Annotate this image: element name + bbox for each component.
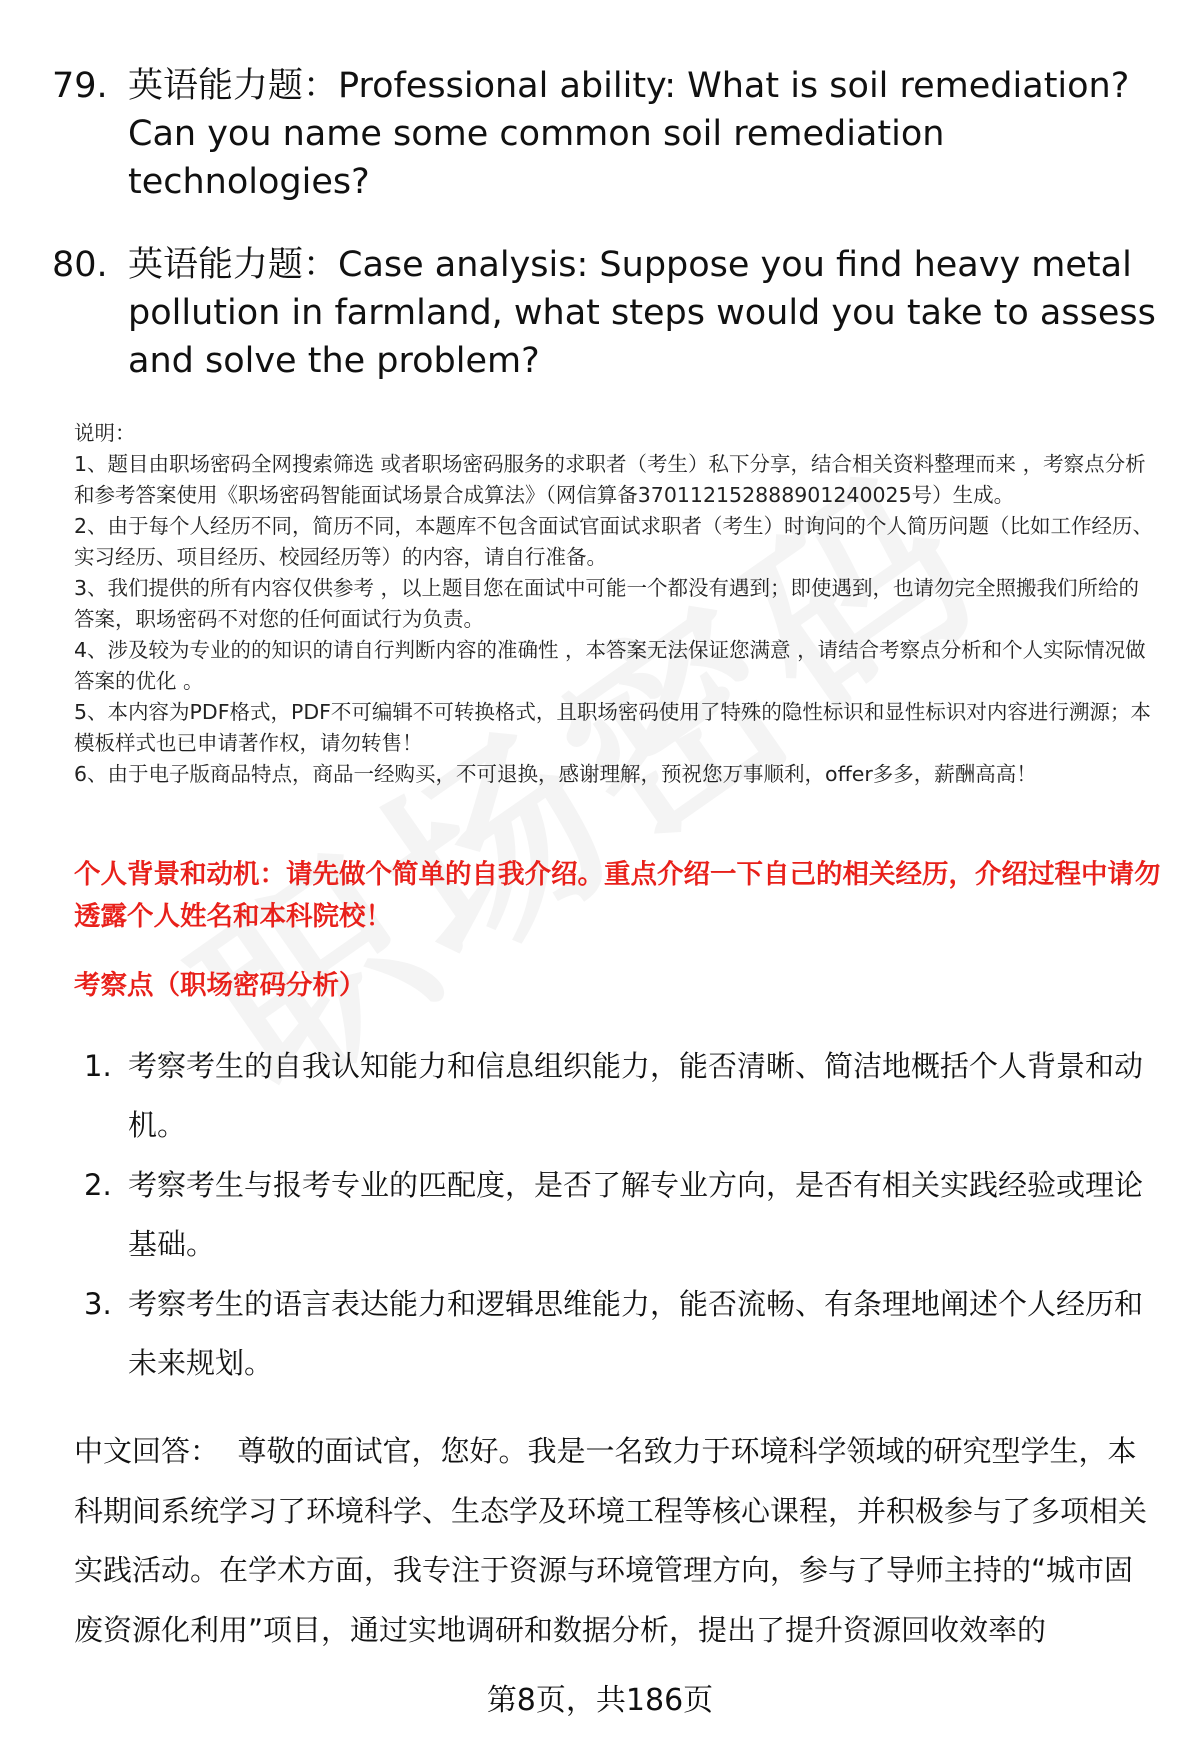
question-number: 80.	[52, 245, 108, 285]
question-text: Case analysis: Suppose you find heavy metal pollution in farmland, what steps would you take to assess and solve the problem?	[128, 245, 1156, 381]
point-number: 2.	[84, 1168, 112, 1202]
notes-item: 2、由于每个人经历不同，简历不同，本题库不包含面试官面试求职者（考生）时询问的个人简历问题（比如工作经历、实习经历、项目经历、校园经历等）的内容，请自行准备。	[74, 514, 1154, 569]
question-80	[52, 241, 1162, 385]
point-text: 考察考生的语言表达能力和逻辑思维能力，能否流畅、有条理地阐述个人经历和未来规划。	[128, 1287, 1144, 1380]
answer-label: 中文回答：	[74, 1434, 220, 1468]
answer-paragraph	[74, 1422, 1159, 1660]
disclaimer-notes	[74, 418, 1159, 790]
point-number: 3.	[84, 1287, 112, 1321]
question-label: 英语能力题：	[128, 245, 339, 285]
analysis-heading: 考察点（职场密码分析）	[74, 970, 366, 1001]
analysis-point	[74, 1037, 1154, 1155]
notes-item: 4、涉及较为专业的的知识的请自行判断内容的准确性 ，本答案无法保证您满意 ，请结合考察点分析和个人实际情况做答案的优化 。	[74, 638, 1146, 693]
notes-item: 1、题目由职场密码全网搜索筛选 或者职场密码服务的求职者（考生）私下分享，结合相关资料整理而来 ，考察点分析和参考答案使用《职场密码智能面试场景合成算法》（网信算备370112152888901240025号）生成。	[74, 452, 1146, 507]
point-text: 考察考生的自我认知能力和信息组织能力，能否清晰、简洁地概括个人背景和动机。	[128, 1049, 1144, 1142]
section-question: 个人背景和动机：请先做个简单的自我介绍。重点介绍一下自己的相关经历，介绍过程中请勿透露个人姓名和本科院校！	[74, 859, 1161, 932]
page-number: 第8页，共186页	[486, 1683, 714, 1718]
question-body	[128, 62, 1162, 206]
analysis-points	[74, 1037, 1154, 1394]
question-body	[128, 241, 1162, 385]
notes-item: 3、我们提供的所有内容仅供参考 ，以上题目您在面试中可能一个都没有遇到；即使遇到，也请勿完全照搬我们所给的答案，职场密码不对您的任何面试行为负责。	[74, 576, 1140, 631]
notes-item: 6、由于电子版商品特点，商品一经购买，不可退换，感谢理解，预祝您万事顺利，offer多多，薪酬高高！	[74, 762, 1037, 786]
question-79	[52, 62, 1162, 206]
question-text: Professional ability: What is soil remediation? Can you name some common soil remediation technologies?	[128, 66, 1130, 202]
question-label: 英语能力题：	[128, 66, 339, 106]
notes-item: 5、本内容为PDF格式，PDF不可编辑不可转换格式，且职场密码使用了特殊的隐性标识和显性标识对内容进行溯源；本模板样式也已申请著作权，请勿转售！	[74, 700, 1151, 755]
notes-title: 说明：	[74, 421, 136, 445]
question-number: 79.	[52, 66, 108, 106]
point-number: 1.	[84, 1049, 112, 1083]
point-text: 考察考生与报考专业的匹配度，是否了解专业方向，是否有相关实践经验或理论基础。	[128, 1168, 1144, 1261]
answer-text: 尊敬的面试官，您好。我是一名致力于环境科学领域的研究型学生，本科期间系统学习了环境科学、生态学及环境工程等核心课程，并积极参与了多项相关实践活动。在学术方面，我专注于资源与环境管理方向，参与了导师主持的“城市固废资源化利用”项目，通过实地调研和数据分析，提出了提升资源回收效率的	[74, 1434, 1148, 1647]
analysis-point	[74, 1275, 1154, 1393]
analysis-point	[74, 1156, 1154, 1274]
